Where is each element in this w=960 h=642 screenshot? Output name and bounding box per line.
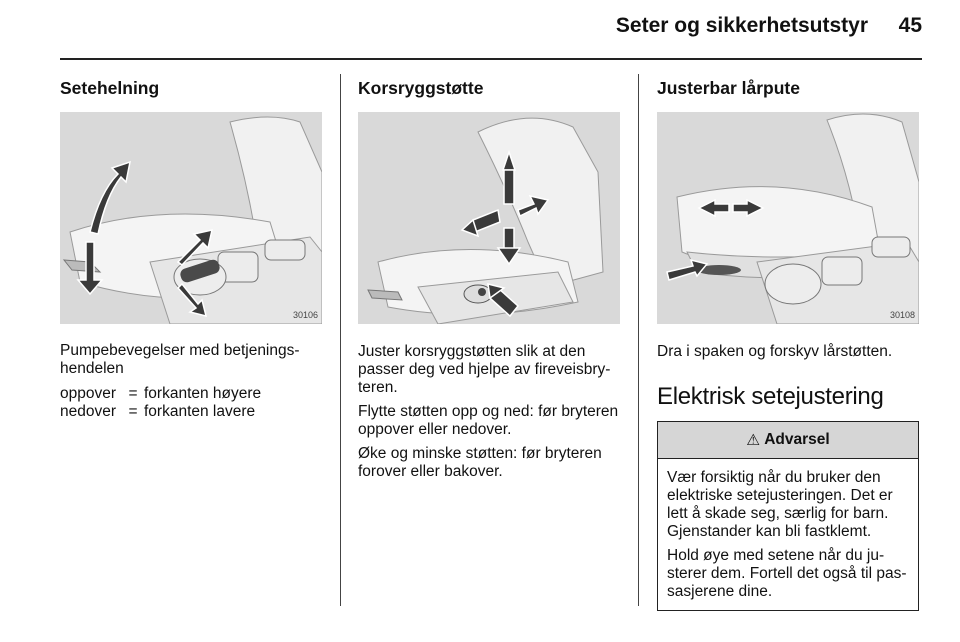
lumbar-paragraph-1: Juster korsryggstøtten slik at den passer deg ved hjelpe av fireveisbry-teren. bbox=[358, 343, 611, 396]
heading-thigh-support: Justerbar lårpute bbox=[657, 78, 800, 98]
heading-electric-seat-adjustment: Elektrisk setejustering bbox=[657, 383, 884, 410]
warning-paragraph-1: Vær forsiktig når du bruker den elektriske setejusteringen. Det er lett å skade seg, særlig for barn. Gjenstander kan bli fastklemt. bbox=[667, 469, 893, 540]
column-divider-2 bbox=[638, 74, 639, 606]
seat-tilt-intro: Pumpebevegelser med betjenings-hendelen bbox=[60, 342, 300, 377]
figure-lumbar-support bbox=[358, 112, 620, 324]
figure-number: 30106 bbox=[292, 310, 318, 320]
running-header-title: Seter og sikkerhetsutstyr bbox=[615, 14, 868, 37]
thigh-paragraph: Dra i spaken og forskyv lårstøtten. bbox=[657, 343, 893, 360]
figure-number: 30108 bbox=[889, 310, 915, 320]
definition-equals: = bbox=[128, 385, 138, 402]
figure-thigh-support bbox=[657, 112, 919, 324]
heading-lumbar-support: Korsryggstøtte bbox=[358, 78, 484, 98]
warning-header bbox=[658, 422, 918, 459]
definition-desc: forkanten høyere bbox=[144, 385, 262, 402]
definition-row bbox=[60, 385, 261, 403]
column-lumbar-support bbox=[358, 78, 620, 481]
page-number: 45 bbox=[898, 14, 922, 37]
lumbar-paragraph-2: Flytte støtten opp og ned: før bryteren oppover eller nedover. bbox=[358, 403, 619, 438]
figure-seat-tilt bbox=[60, 112, 322, 324]
definition-equals: = bbox=[128, 403, 138, 420]
header-rule bbox=[60, 58, 922, 60]
column-divider-1 bbox=[340, 74, 341, 606]
column-seat-tilt bbox=[60, 78, 322, 421]
definition-term: nedover bbox=[60, 403, 117, 420]
warning-paragraph-2: Hold øye med setene når du ju-sterer dem. Fortell det også til pas-sasjerene dine. bbox=[667, 547, 907, 600]
warning-triangle-icon: ⚠ bbox=[746, 431, 761, 449]
seat-tilt-definitions bbox=[60, 385, 261, 421]
warning-title: Advarsel bbox=[764, 431, 830, 448]
definition-desc: forkanten lavere bbox=[144, 403, 256, 420]
definition-term: oppover bbox=[60, 385, 117, 402]
warning-body bbox=[658, 459, 918, 610]
lumbar-paragraph-3: Øke og minske støtten: før bryteren forover eller bakover. bbox=[358, 445, 602, 480]
heading-seat-tilt: Setehelning bbox=[60, 78, 160, 98]
column-thigh-support bbox=[657, 78, 921, 611]
definition-row bbox=[60, 403, 261, 421]
warning-box bbox=[657, 421, 919, 611]
